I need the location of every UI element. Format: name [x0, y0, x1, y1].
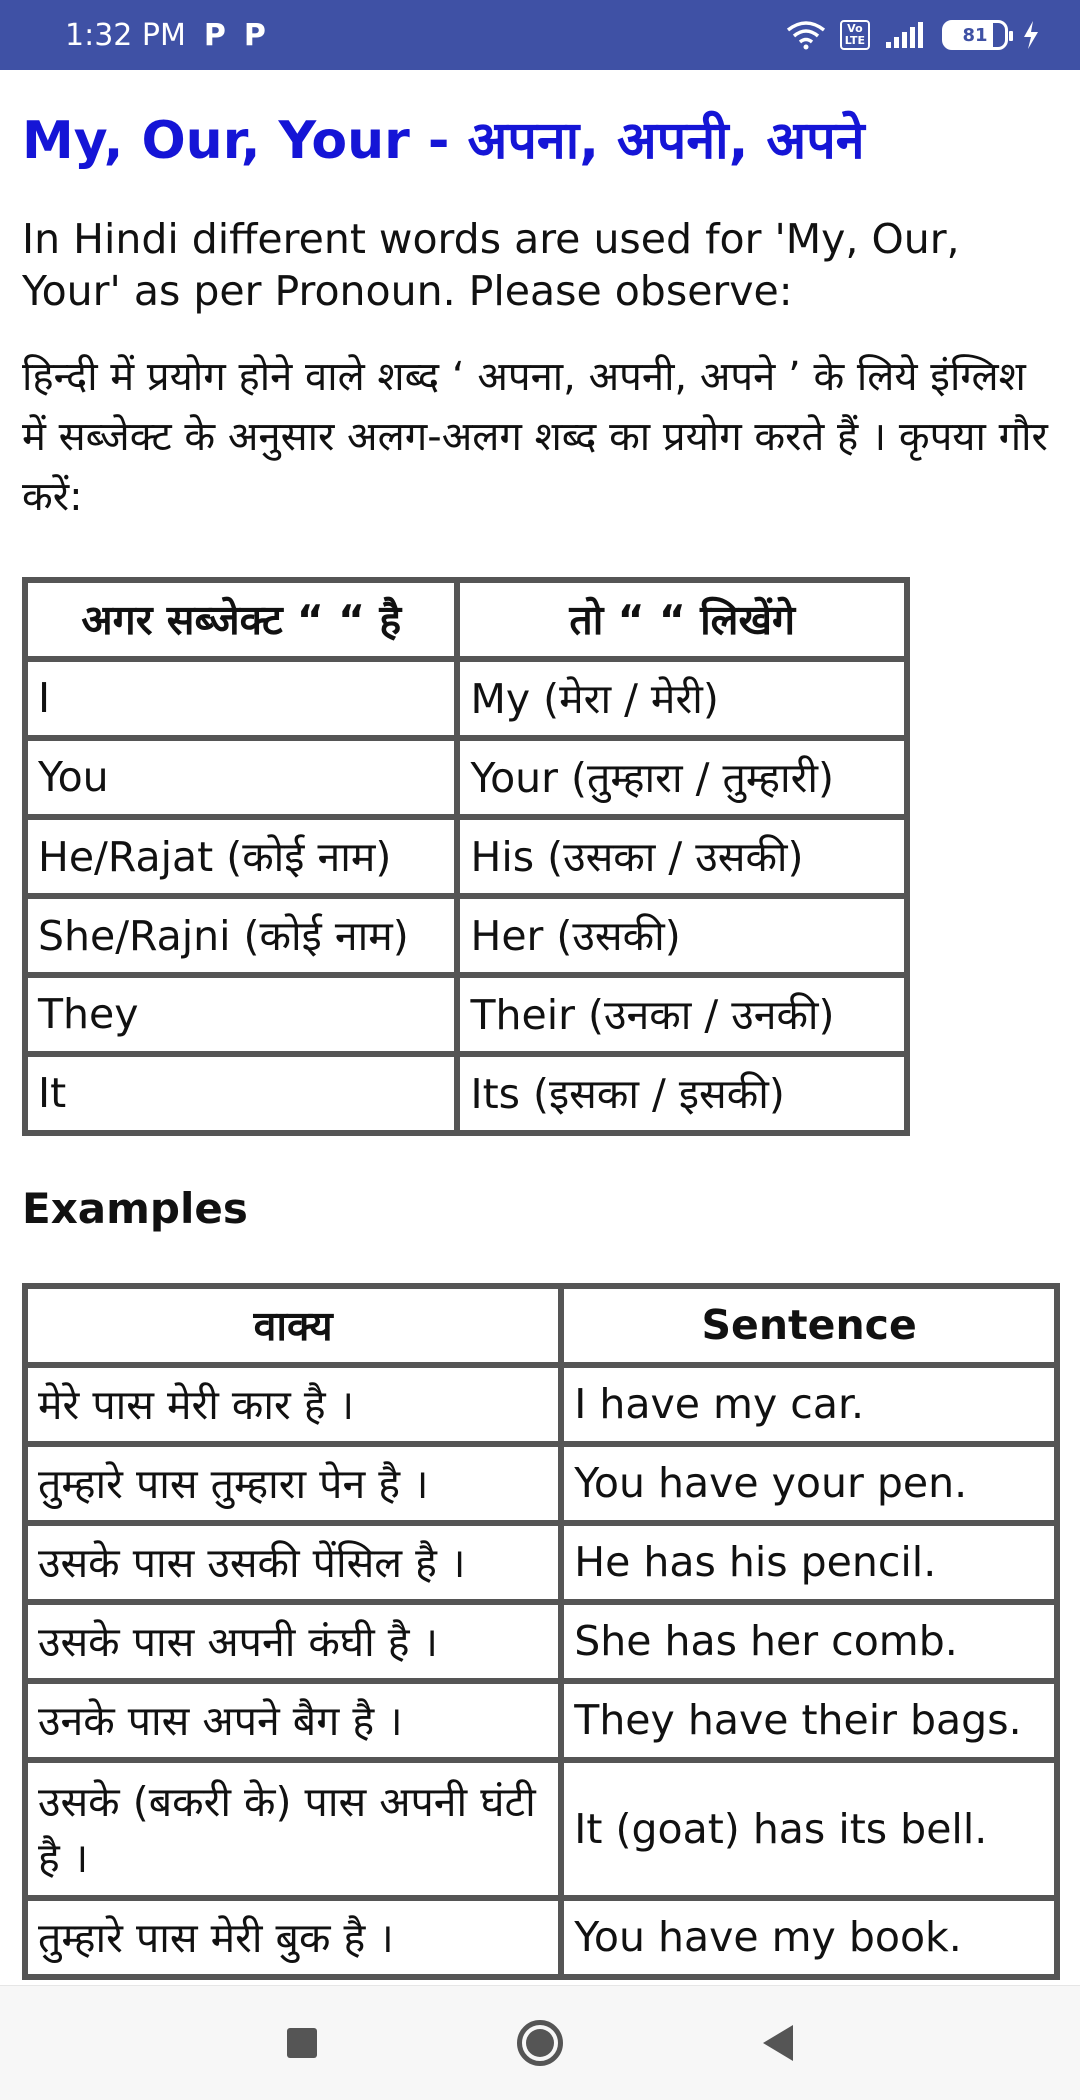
table-row: [25, 975, 907, 1054]
table-cell: उसके (बकरी के) पास अपनी घंटी है ।: [25, 1760, 561, 1898]
hindi-intro-paragraph: हिन्दी में प्रयोग होने वाले शब्द ‘ अपना, अपनी, अपने ’ के लिये इंग्लिश में सब्जेक्ट के अनुसार अलग-अलग शब्द का प्रयोग करते हैं । कृपया गौर करें:: [22, 353, 1048, 520]
signal-icon: [884, 20, 928, 50]
table-row: [25, 1898, 1057, 1977]
table-header-cell: अगर सब्जेक्ट “ “ है: [25, 580, 457, 659]
examples-heading: Examples: [22, 1183, 248, 1233]
table-cell: मेरे पास मेरी कार है ।: [25, 1365, 561, 1444]
status-time: 1:32 PM: [65, 17, 186, 53]
table-header-cell: Sentence: [561, 1286, 1057, 1365]
status-left: [65, 18, 266, 53]
table-row: [25, 1681, 1057, 1760]
page-content: [22, 70, 1062, 1980]
table-row: [25, 1365, 1057, 1444]
battery-icon: [942, 20, 1008, 50]
recents-icon[interactable]: [287, 2028, 317, 2058]
table-row: [25, 1760, 1057, 1898]
table-cell: Their (उनका / उनकी): [457, 975, 907, 1054]
table-cell: तुम्हारे पास मेरी बुक है ।: [25, 1898, 561, 1977]
table-cell: Your (तुम्हारा / तुम्हारी): [457, 738, 907, 817]
examples-table: [22, 1283, 1060, 1980]
table-cell: He has his pencil.: [561, 1523, 1057, 1602]
table-row: [25, 1602, 1057, 1681]
table-cell: तुम्हारे पास तुम्हारा पेन है ।: [25, 1444, 561, 1523]
table-cell: It (goat) has its bell.: [561, 1760, 1057, 1898]
table-cell: Its (इसका / इसकी): [457, 1054, 907, 1133]
table-row: [25, 1523, 1057, 1602]
table-header-cell: तो “ “ लिखेंगे: [457, 580, 907, 659]
table-row: [25, 817, 907, 896]
table-cell: I have my car.: [561, 1365, 1057, 1444]
table-row: [25, 738, 907, 817]
table-cell: He/Rajat (कोई नाम): [25, 817, 457, 896]
back-icon[interactable]: [763, 2025, 793, 2061]
navigation-bar: [0, 1985, 1080, 2100]
table-row: [25, 1054, 907, 1133]
wifi-icon: [786, 20, 826, 50]
table-cell: It: [25, 1054, 457, 1133]
table-cell: I: [25, 659, 457, 738]
home-icon[interactable]: [517, 2020, 563, 2066]
table-header-row: [25, 1286, 1057, 1365]
page-title: My, Our, Your - अपना, अपनी, अपने: [22, 111, 865, 171]
table-cell: She/Rajni (कोई नाम): [25, 896, 457, 975]
table-cell: You: [25, 738, 457, 817]
table-cell: They have their bags.: [561, 1681, 1057, 1760]
charging-icon: [1022, 20, 1040, 50]
table-cell: She has her comb.: [561, 1602, 1057, 1681]
battery-level: 81: [962, 24, 988, 46]
table-cell: Her (उसकी): [457, 896, 907, 975]
notification-p-icon: P: [203, 17, 226, 53]
table-cell: उसके पास अपनी कंघी है ।: [25, 1602, 561, 1681]
table-cell: You have my book.: [561, 1898, 1057, 1977]
status-right: [786, 20, 1040, 50]
notification-p-icon: P: [243, 17, 266, 53]
table-cell: They: [25, 975, 457, 1054]
table-header-cell: वाक्य: [25, 1286, 561, 1365]
table-cell: His (उसका / उसकी): [457, 817, 907, 896]
table-cell: My (मेरा / मेरी): [457, 659, 907, 738]
table-row: [25, 896, 907, 975]
table-row: [25, 659, 907, 738]
pronoun-table: [22, 577, 910, 1136]
volte-icon: Vo LTE: [840, 20, 870, 50]
table-header-row: [25, 580, 907, 659]
status-bar: [0, 0, 1080, 70]
table-cell: You have your pen.: [561, 1444, 1057, 1523]
table-row: [25, 1444, 1057, 1523]
intro-paragraph: In Hindi different words are used for 'My, Our, Your' as per Pronoun. Please observe:: [22, 215, 960, 315]
table-cell: उनके पास अपने बैग है ।: [25, 1681, 561, 1760]
table-cell: उसके पास उसकी पेंसिल है ।: [25, 1523, 561, 1602]
